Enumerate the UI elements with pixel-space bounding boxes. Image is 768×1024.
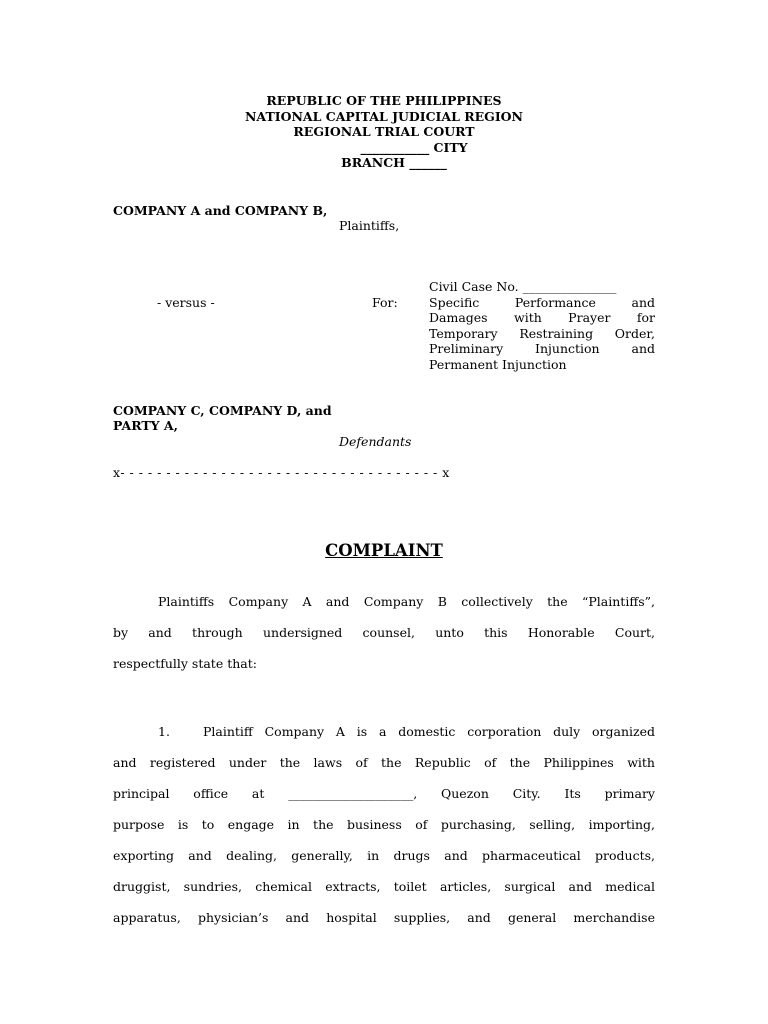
paragraph-1 <box>113 716 655 933</box>
paragraph-line: 1. Plaintiff Company A is a domestic corporation duly organized <box>113 716 655 747</box>
paragraph-line: druggist, sundries, chemical extracts, toilet articles, surgical and medical <box>113 879 655 894</box>
header-court: REGIONAL TRIAL COURT <box>293 124 475 139</box>
header-branch: BRANCH ______ <box>341 155 447 170</box>
header-republic: REPUBLIC OF THE PHILIPPINES <box>266 93 502 108</box>
case-details <box>429 279 655 372</box>
paragraph-line: apparatus, physician’s and hospital supplies, and general merchandise <box>113 910 655 925</box>
intro-line: Plaintiffs Company A and Company B collectively the “Plaintiffs”, <box>158 594 655 609</box>
defendants-label: Defendants <box>339 434 412 449</box>
defendants-names-line1: COMPANY C, COMPANY D, and <box>113 403 332 418</box>
case-nature-line: Specific Performance and <box>429 294 655 310</box>
header-judicial-region: NATIONAL CAPITAL JUDICIAL REGION <box>245 108 523 124</box>
defendants-names-line2: PARTY A, <box>113 418 178 433</box>
civil-case-number: Civil Case No. _______________ <box>429 279 617 294</box>
intro-line: respectfully state that: <box>113 656 257 671</box>
case-nature-line: Permanent Injunction <box>429 356 567 372</box>
case-nature-line: Damages with Prayer for <box>429 310 655 325</box>
paragraph-line: exporting and dealing, generally, in drugs and pharmaceutical products, <box>113 848 655 863</box>
header-city: ___________ CITY <box>360 139 468 155</box>
paragraph-line: principal office at ____________________, Quezon City. Its primary <box>113 786 655 801</box>
plaintiffs-names: COMPANY A and COMPANY B, <box>113 203 328 218</box>
for-label: For: <box>372 295 398 310</box>
paragraph-line: purpose is to engage in the business of purchasing, selling, importing, <box>113 817 655 832</box>
paragraph-line: and registered under the laws of the Republic of the Philippines with <box>113 755 655 770</box>
court-header <box>0 93 768 171</box>
document-title: COMPLAINT <box>325 541 443 560</box>
paragraph-number: 1. <box>158 724 170 739</box>
intro-paragraph <box>113 586 655 679</box>
case-nature-line: Preliminary Injunction and <box>429 341 655 356</box>
caption-separator: x- - - - - - - - - - - - - - - - - - - - - - - - - - - - - - - - - - - x <box>113 465 450 480</box>
plaintiffs-label: Plaintiffs, <box>339 218 400 233</box>
intro-line: by and through undersigned counsel, unto this Honorable Court, <box>113 625 655 640</box>
case-nature-line: Temporary Restraining Order, <box>429 325 655 341</box>
versus-label: - versus - <box>157 295 215 310</box>
